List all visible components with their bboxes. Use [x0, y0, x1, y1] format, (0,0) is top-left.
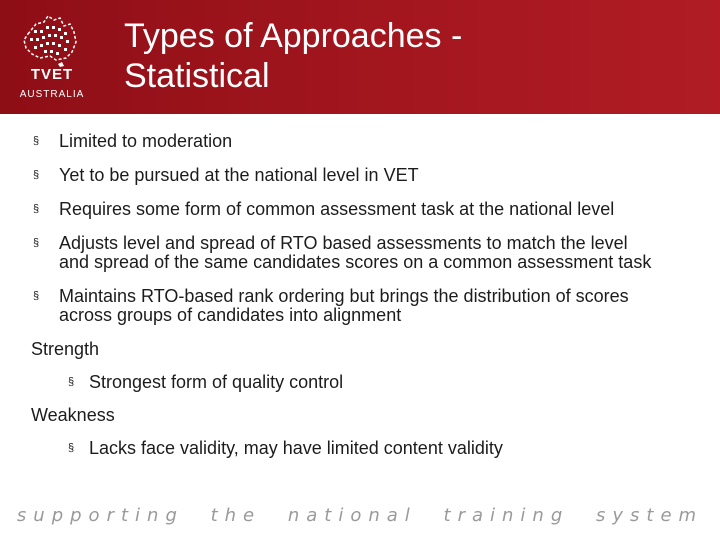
weakness-item — [30, 439, 700, 458]
bullet-item — [30, 287, 700, 325]
bullet-marker: § — [33, 237, 40, 249]
slide-title — [124, 16, 684, 96]
bullet-marker: § — [68, 376, 75, 388]
bullet-text: Limited to moderation — [59, 131, 233, 151]
bullet-text: Adjusts level and spread of RTO based assessments to match the level and spread of the same candidates scores on a common assessment task — [59, 233, 652, 272]
tvet-logo — [10, 12, 94, 104]
bullet-marker: § — [33, 135, 40, 147]
bullet-marker: § — [68, 442, 75, 454]
bullet-text: Maintains RTO-based rank ordering but brings the distribution of scores across groups of candidates into alignment — [59, 286, 629, 325]
bullet-text: Yet to be pursued at the national level in VET — [59, 165, 419, 185]
strength-item-text: Strongest form of quality control — [89, 372, 344, 392]
bullet-marker: § — [33, 290, 40, 302]
weakness-label: Weakness — [31, 405, 115, 425]
slide-header — [0, 0, 720, 114]
logo-name: TVET — [30, 66, 74, 83]
bullet-item — [30, 200, 700, 219]
strength-label: Strength — [31, 339, 100, 359]
slide-title-line-1: Types of Approaches - — [124, 17, 463, 55]
bullet-text: Requires some form of common assessment task at the national level — [59, 199, 615, 219]
footer-tagline: supporting the national training system — [16, 505, 704, 526]
slide-content — [30, 132, 700, 472]
bullet-marker: § — [33, 169, 40, 181]
slide-title-line-2: Statistical — [124, 57, 270, 95]
bullet-marker: § — [33, 203, 40, 215]
bullet-item — [30, 234, 700, 272]
weakness-item-text: Lacks face validity, may have limited content validity — [89, 438, 503, 458]
strength-item — [30, 373, 700, 392]
australia-map-icon — [10, 12, 94, 68]
logo-country: AUSTRALIA — [19, 89, 85, 100]
bullet-item — [30, 132, 700, 151]
bullet-item — [30, 166, 700, 185]
